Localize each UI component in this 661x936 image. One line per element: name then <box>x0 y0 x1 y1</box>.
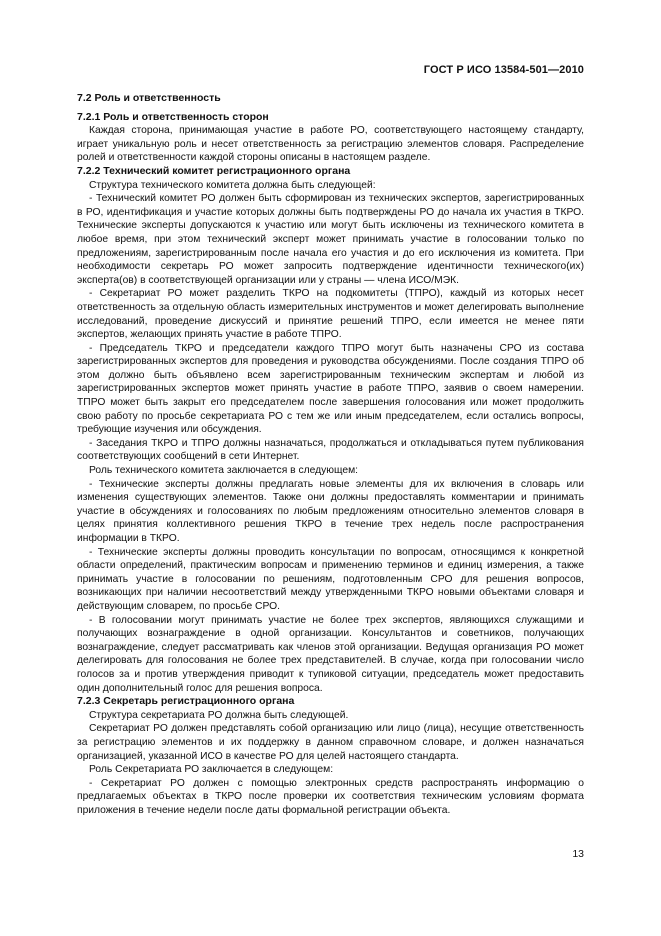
section-7-2-2-title: 7.2.2 Технический комитет регистрационного органа <box>77 164 351 177</box>
paragraph: - Секретариат РО должен с помощью электронных средств распространять информацию о предлагаемых объектах в ТКРО после проверки их соответствия техническим условиям формата приложения в течение недели после даты формальной регистрации объекта. <box>77 777 584 816</box>
section-7-2-1-title: 7.2.1 Роль и ответственность сторон <box>77 110 269 123</box>
standard-designation: ГОСТ Р ИСО 13584-501—2010 <box>423 64 584 76</box>
page-number: 13 <box>572 848 584 860</box>
paragraph: - Секретариат РО может разделить ТКРО на подкомитеты (ТПРО), каждый из которых несет ответственность за отдельную область измерительных инструментов и может делегировать выполнение исследований, проведение дискуссий и принятие решений ТПРО, если имеется не менее пяти экспертов, желающих принять участие в работе ТПРО. <box>77 288 584 341</box>
paragraph: Структура технического комитета должна быть следующей: <box>89 179 376 191</box>
paragraph: Роль Секретариата РО заключается в следующем: <box>89 764 334 776</box>
paragraph: - Технический комитет РО должен быть сформирован из технических экспертов, зарегистрированных в РО, идентификация и участие которых должны быть подтверждены РО до начала их участия в ТКРО. Технические эксперты допускаются к участию или могут быть исключены из технического комитета в любое время, при этом технический эксперт может принимать участие в голосовании только по предложениям, зарегистрированным после начала его участия и до его исключения из комитета. При необходимости секретарь РО может запросить подтверждение идентичности технического(их) эксперта(ов) в соответствующей организации или у страны — члена ИСО/МЭК. <box>77 193 584 286</box>
paragraph: - Заседания ТКРО и ТПРО должны назначаться, продолжаться и откладываться путем публикования соответствующих сообщений в сети Интернет. <box>77 437 584 463</box>
paragraph: Секретариат РО должен представлять собой организацию или лицо (лица), несущие ответственность за регистрацию элементов и их поддержку в данном справочном словаре, и должен назначаться организацией, указанной ИСО в качестве РО для целей настоящего стандарта. <box>77 723 584 762</box>
paragraph: Роль технического комитета заключается в следующем: <box>89 465 359 477</box>
paragraph: - Председатель ТКРО и председатели каждого ТПРО могут быть назначены СРО из состава зарегистрированных экспертов для проведения и руководства обсуждениями. После создания ТПРО об этом должно быть объявлено всем зарегистрированным техническим экспертам и любой из зарегистрированных экспертов может принять участие в работе ТПРО, заявив о своем намерении. ТПРО может быть закрыт его председателем после завершения голосования или может продолжить свою работу по просьбе секретариата РО с тем же или иным председателем, если остались вопросы, требующие изучения или обсуждения. <box>77 342 584 436</box>
section-7-2-3-title: 7.2.3 Секретарь регистрационного органа <box>77 695 295 708</box>
section-7-2-title: 7.2 Роль и ответственность <box>77 92 221 104</box>
paragraph: Структура секретариата РО должна быть следующей. <box>89 709 349 721</box>
paragraph: - В голосовании могут принимать участие не более трех экспертов, являющихся служащими и получающих вознаграждение в одной организации. Консультантов и советников, получающих вознаграждение, следует рассматривать как членов этой организации. Ведущая организация РО может делегировать для голосования не более трех представителей. В случае, когда при голосовании число голосов за и против утверждения приводит к тупиковой ситуации, председатель может предоставить один дополнительный голос для решения вопроса. <box>77 614 584 694</box>
paragraph: - Технические эксперты должны предлагать новые элементы для их включения в словарь или изменения существующих элементов. Также они должны предоставлять комментарии и принимать участие в обсуждениях и голосованиях по любым предложениям относительно элементов словаря в целях принятия коллективного решения ТКРО в течение трех недель после распространения информации в ТКРО. <box>77 478 584 544</box>
paragraph: Каждая сторона, принимающая участие в работе РО, соответствующего настоящему стандарту, играет уникальную роль и несет ответственность за регистрацию элементов словаря. Распределение ролей и ответственности каждой стороны описаны в настоящем разделе. <box>77 125 584 164</box>
paragraph: - Технические эксперты должны проводить консультации по вопросам, относящимся к конкретной области определений, практическим вопросам и применению терминов и единиц измерения, а также принимать участие в голосовании по решениям, подготовленным СРО для решения вопросов, возникающих при наличии несоответствий между утвержденными ТКРО новыми объектами словаря и действующим словарем, по просьбе СРО. <box>77 546 584 612</box>
page-content <box>77 92 584 817</box>
